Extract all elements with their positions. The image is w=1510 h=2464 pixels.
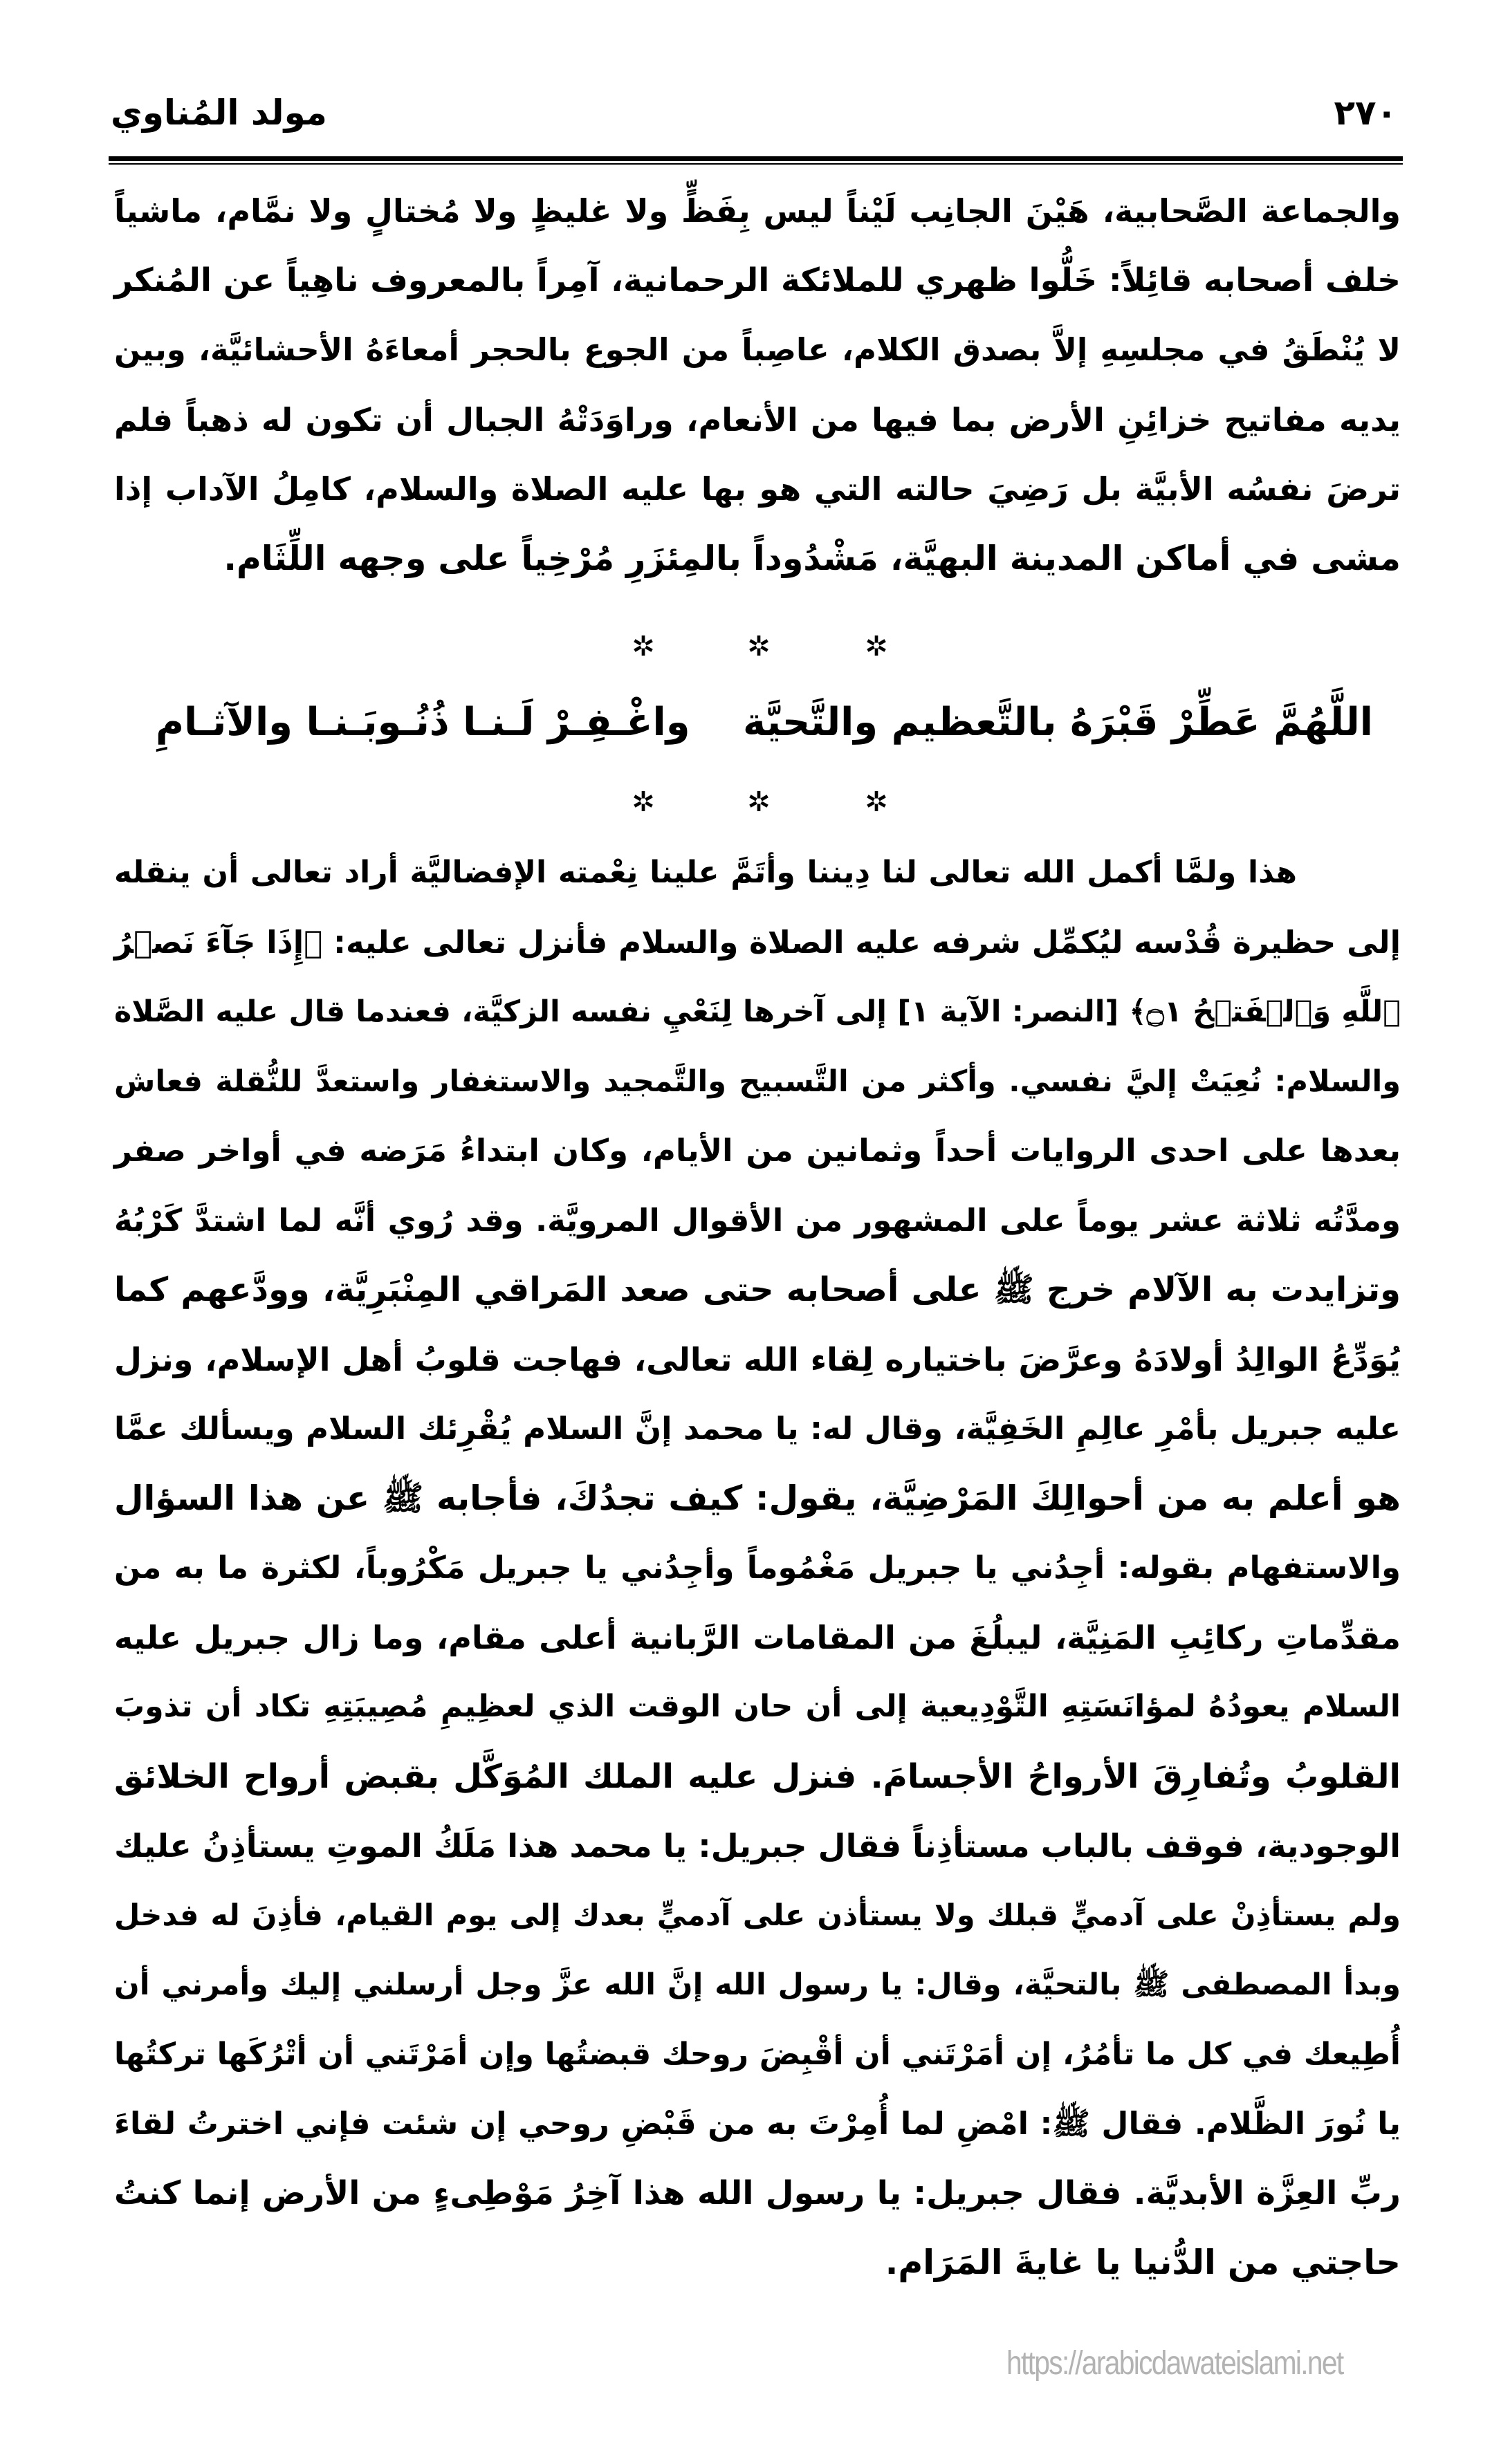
text-line: ربِّ العِزَّة الأبديَّة. فقال جبريل: يا رسول الله هذا آخِرُ مَوْطِىءٍ من الأرض إنما كنتُ — [114, 2174, 1401, 2212]
text-line: السلام يعودُهُ لمؤانَسَتِهِ التَّوْدِيعية إلى أن حان الوقت الذي لعظِيمِ مُصِيبَتِهِ تكاد أن تذوبَ — [114, 1689, 1401, 1724]
asterisk-ornament-icon: ✲ — [747, 631, 771, 663]
source-watermark: https://arabicdawateislami.net — [1006, 2345, 1343, 2382]
text-line: لا يُنْطَقُ في مجلسِهِ إلاَّ بصدق الكلام، عاصِباً من الجوع بالحجر أمعاءَهُ الأحشائيَّة، وبين — [114, 331, 1401, 368]
asterisk-ornament-icon: ✲ — [632, 631, 655, 663]
page-number: ٢٧٠ — [1334, 93, 1397, 133]
header-rule-divider — [109, 156, 1403, 161]
paragraph-section-1 — [114, 176, 1401, 593]
running-header — [111, 82, 1403, 144]
quran-citation-line: ٱللَّهِ وَٱلۡفَتۡحُ ۝١﴾ [النصر: الآية ١] إلى آخرها لِنَعْيِ نفسه الزكيَّة، فعندما قال عليه الصَّلاة — [114, 994, 1401, 1029]
verse-first-hemistich: اللَّهُمَّ عَطِّرْ قَبْرَهُ بالتَّعظيم والتَّحيَّة — [743, 700, 1373, 745]
text-line: أُطِيعك في كل ما تأمُرُ، إن أمَرْتَني أن أقْبِضَ روحك قبضتُها وإن أمَرْتَني أن أتْرُكَها تركتُها — [114, 2036, 1401, 2072]
text-line: وبدأ المصطفى ﷺ بالتحيَّة، وقال: يا رسول الله إنَّ الله عزَّ وجل أرسلني إليك وأمرني أن — [114, 1967, 1401, 2002]
text-line: إلى حظيرة قُدْسه ليُكمِّل شرفه عليه الصلاة والسلام فأنزل تعالى عليه: ﴿إِذَا جَآءَ نَصۡرُ — [114, 923, 1401, 961]
text-line: ولم يستأذِنْ على آدميٍّ قبلك ولا يستأذن على آدميٍّ بعدك إلى يوم القيام، فأذِنَ له فدخل — [114, 1898, 1401, 1933]
verse-second-hemistich: واغْـفِـرْ لَـنـا ذُنُـوبَـنـا والآثـامِ — [156, 700, 690, 745]
ornament-divider-bottom — [0, 781, 1510, 823]
text-line: ومدَّتُه ثلاثة عشر يوماً على المشهور من الأقوال المرويَّة. وقد رُوي أنَّه لما اشتدَّ كَرْبُهُ — [114, 1201, 1401, 1239]
text-line: مشى في أماكن المدينة البهيَّة، مَشْدُوداً بالمِئزَرِ مُرْخِياً على وجهه اللِّثَام. — [223, 538, 1401, 578]
asterisk-ornament-icon: ✲ — [865, 631, 888, 663]
text-line: يديه مفاتيح خزائِنِ الأرض بما فيها من الأنعام، وراوَدَتْهُ الجبال أن تكون له ذهباً فلم — [114, 400, 1401, 438]
book-title: مولد المُناوي — [111, 93, 327, 133]
text-line: والاستفهام بقوله: أجِدُني يا جبريل مَغْمُوماً وأجِدُني يا جبريل مَكْرُوباً، لكثرة ما به من — [114, 1549, 1401, 1586]
text-line: عليه جبريل بأمْرِ عالِمِ الخَفِيَّة، وقال له: يا محمد إنَّ السلام يُقْرِئك السلام ويسألك عمَّا — [114, 1410, 1401, 1447]
asterisk-ornament-icon: ✲ — [632, 786, 655, 818]
asterisk-ornament-icon: ✲ — [747, 786, 771, 818]
text-line: حاجتي من الدُّنيا يا غايةَ المَرَام. — [885, 2243, 1401, 2282]
poem-verse — [156, 688, 1373, 757]
text-line: ترضَ نفسُه الأبيَّة بل رَضِيَ حالته التي هو بها عليه الصلاة والسلام، كامِلُ الآداب إذا — [114, 470, 1401, 508]
text-line: الوجودية، فوقف بالباب مستأذِناً فقال جبريل: يا محمد هذا مَلَكُ الموتِ يستأذِنُ عليك — [114, 1827, 1401, 1864]
text-line: وتزايدت به الآلام خرج ﷺ على أصحابه حتى صعد المَراقي المِنْبَرِيَّة، وودَّعهم كما — [114, 1270, 1401, 1309]
text-line: يُوَدِّعُ الوالِدُ أولادَهُ وعرَّضَ باختياره لِقاء الله تعالى، فهاجت قلوبُ أهل الإسلام، ونزل — [114, 1340, 1401, 1378]
text-line: هذا ولمَّا أكمل الله تعالى لنا دِيننا وأتَمَّ علينا نِعْمته الإفضاليَّة أراد تعالى أن ينقله — [114, 855, 1297, 890]
text-line: يا نُورَ الظَّلام. فقال ﷺ: امْضِ لما أُمِرْتَ به من قَبْضِ روحي إن شئت فإني اخترتُ لقاءَ — [114, 2105, 1401, 2142]
ornament-divider-top — [0, 626, 1510, 667]
text-line: مقدِّماتِ ركائِبِ المَنِيَّة، ليبلُغَ من المقامات الرَّبانية أعلى مقام، وما زال جبريل عليه — [114, 1618, 1401, 1656]
text-line: هو أعلم به من أحوالِكَ المَرْضِيَّة، يقول: كيف تجدُكَ، فأجابه ﷺ عن هذا السؤال — [114, 1478, 1401, 1518]
asterisk-ornament-icon: ✲ — [865, 786, 888, 818]
text-line: والجماعة الصَّحابية، هَيْنَ الجانِب لَيْناً ليس بِفَظٍّ ولا غليظٍ ولا مُختالٍ ولا نمَّام، ماشياً — [114, 192, 1401, 230]
text-line: القلوبُ وتُفارِقَ الأرواحُ الأجسامَ. فنزل عليه الملك المُوَكَّل بقبض أرواح الخلائق — [114, 1757, 1401, 1796]
text-line: بعدها على احدى الروايات أحداً وثمانين من الأيام، وكان ابتداءُ مَرَضه في أواخر صفر — [114, 1132, 1401, 1169]
paragraph-section-2 — [114, 838, 1401, 2298]
text-line: والسلام: نُعِيَتْ إليَّ نفسي. وأكثر من التَّسبيح والتَّمجيد والاستغفار واستعدَّ للنُّقلة فعاش — [114, 1064, 1401, 1099]
text-line: خلف أصحابه قائِلاً: خَلُّوا ظهري للملائكة الرحمانية، آمِراً بالمعروف ناهِياً عن المُنكر — [114, 261, 1401, 299]
